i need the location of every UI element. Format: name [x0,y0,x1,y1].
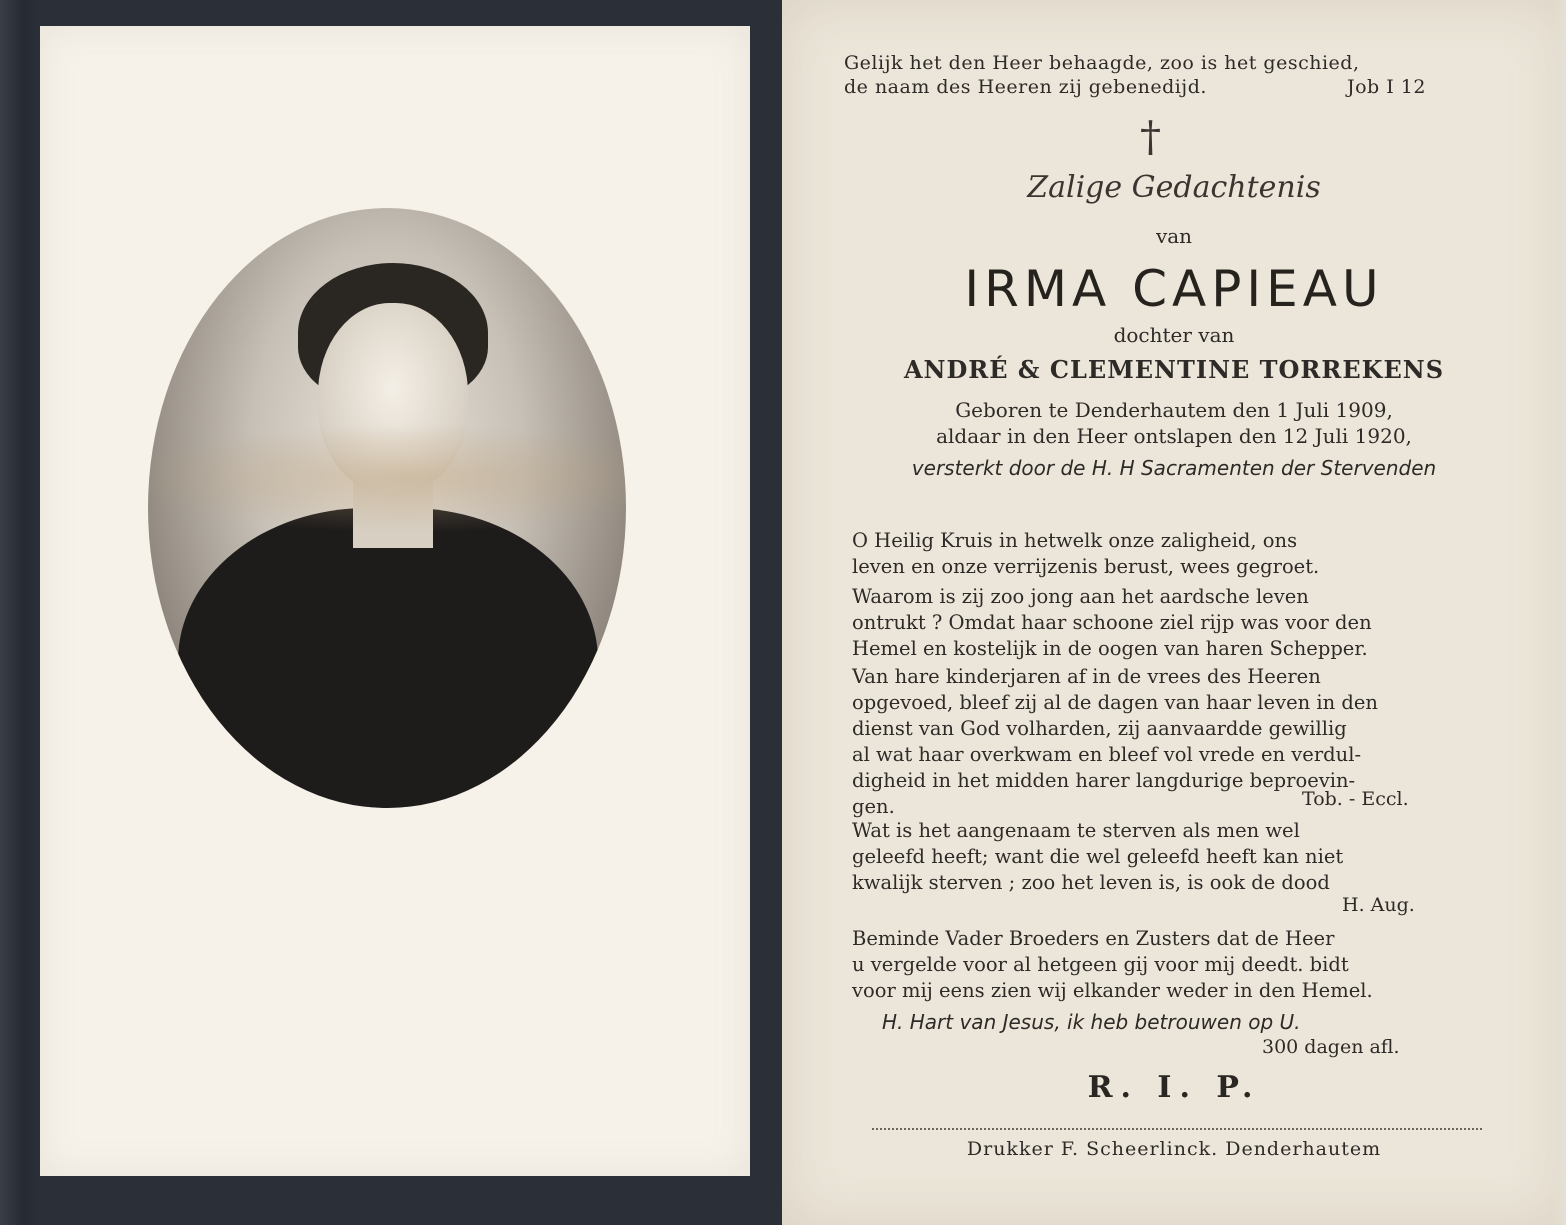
prayer-line: H. Hart van Jesus, ik heb betrouwen op U. [882,1010,1301,1034]
verse-line-2: de naam des Heeren zij gebenedijd. [844,76,1207,98]
card-edge-wear [1552,0,1566,1225]
paragraph-line: Waarom is zij zoo jong aan het aardsche leven [852,585,1309,608]
paragraph-line: al wat haar overkwam en bleef vol vrede en verdul- [852,743,1362,766]
indulgence-line: 300 dagen afl. [1262,1036,1400,1058]
paragraph-line: dienst van God volharden, zij aanvaardde gewillig [852,717,1347,740]
paragraph-5 [852,926,1502,1004]
paragraph-line: ontrukt ? Omdat haar schoone ziel rijp was voor den [852,611,1372,634]
text-card [782,0,1566,1225]
paragraph-line: voor mij eens zien wij elkander weder in den Hemel. [852,979,1373,1002]
birth-line: Geboren te Denderhautem den 1 Juli 1909, [955,398,1393,422]
paragraph-1 [852,528,1502,580]
verse-line-1: Gelijk het den Heer behaagde, zoo is het geschied, [844,52,1360,74]
portrait-dress [178,508,598,808]
deceased-name: IRMA CAPIEAU [964,260,1384,318]
citation-h-aug: H. Aug. [1342,894,1415,916]
dotted-divider [872,1128,1482,1130]
paragraph-line: digheid in het midden harer langdurige beproevin- [852,769,1356,792]
printer-credit: Drukker F. Scheerlinck. Denderhautem [966,1138,1382,1160]
paragraph-2 [852,584,1502,662]
van-label: van [1155,224,1193,248]
paragraph-line: opgevoed, bleef zij al de dagen van haar leven in den [852,691,1378,714]
paragraph-line: geleefd heeft; want die wel geleefd heeft kan niet [852,845,1344,868]
paragraph-line: leven en onze verrijzenis berust, wees gegroet. [852,555,1320,578]
parents-names: ANDRÉ & CLEMENTINE TORREKENS [903,355,1445,384]
paragraph-line: Hemel en kostelijk in de oogen van haren Schepper. [852,637,1368,660]
sacraments-line: versterkt door de H. H Sacramenten der Stervenden [911,456,1437,480]
paragraph-line: gen. [852,795,895,818]
rip-text: R. I. P. [1087,1070,1261,1105]
card-edge [0,0,40,1225]
paragraph-line: Wat is het aangenaam te sterven als men wel [852,819,1300,842]
cross-icon: † [1140,112,1161,161]
verse-reference: Job I 12 [1347,76,1426,98]
paragraph-line: kwalijk sterven ; zoo het leven is, is ook de dood [852,871,1330,894]
portrait-photo [148,208,626,808]
paragraph-line: Beminde Vader Broeders en Zusters dat de Heer [852,927,1335,950]
paragraph-line: u vergelde voor al hetgeen gij voor mij deedt. bidt [852,953,1349,976]
paragraph-line: O Heilig Kruis in hetwelk onze zaligheid, ons [852,529,1298,552]
paragraph-line: Van hare kinderjaren af in de vrees des Heeren [852,665,1321,688]
photo-panel [40,26,750,1176]
citation-tob-eccl: Tob. - Eccl. [1302,788,1409,810]
water-stain [148,423,626,533]
death-line: aldaar in den Heer ontslapen den 12 Juli 1920, [936,424,1412,448]
memorial-title: Zalige Gedachtenis [1027,170,1321,205]
daughter-of-label: dochter van [1113,323,1235,347]
photo-card [0,0,782,1225]
paragraph-4 [852,818,1502,896]
